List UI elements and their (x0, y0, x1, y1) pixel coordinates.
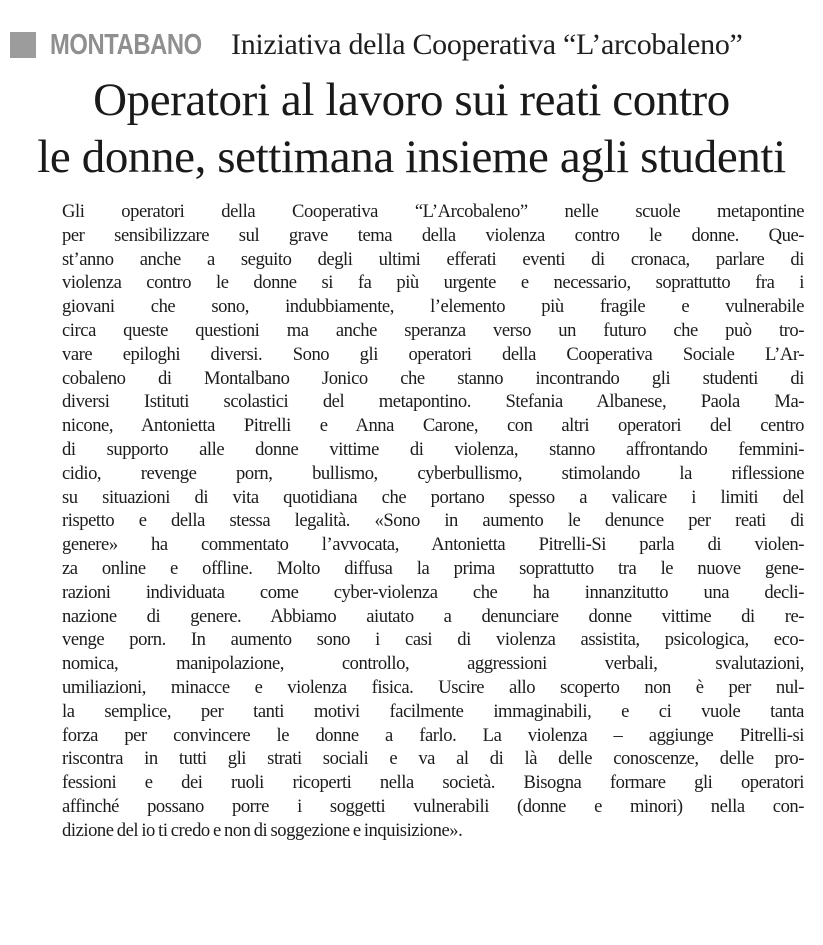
body-line: nazione di genere. Abbiamo aiutato a denunciare donne vittime di re- (62, 605, 804, 627)
article-headline (0, 72, 823, 186)
body-line: diversi Istituti scolastici del metapontino. Stefania Albanese, Paola Ma- (62, 391, 804, 413)
body-line: rispetto e della stessa legalità. «Sono in aumento le denunce per reati di (62, 510, 804, 532)
article-body (62, 200, 804, 843)
body-line: umiliazioni, minacce e violenza fisica. Uscire allo scoperto non è per nul- (62, 676, 804, 698)
body-line: forza per convincere le donne a farlo. La violenza – aggiunge Pitrelli-si (62, 724, 804, 746)
article-kicker (10, 22, 813, 68)
headline-line: Operatori al lavoro sui reati contro (93, 74, 730, 126)
body-line: vare epiloghi diversi. Sono gli operatori della Cooperativa Sociale L’Ar- (62, 343, 804, 365)
headline-line: le donne, settimana insieme agli studenti (37, 131, 786, 183)
body-line: Gli operatori della Cooperativa “L’Arcobaleno” nelle scuole metapontine (62, 201, 804, 222)
body-line: giovani che sono, indubbiamente, l’elemento più fragile e vulnerabile (62, 296, 804, 318)
body-line: venge porn. In aumento sono i casi di violenza assistita, psicologica, eco- (62, 629, 804, 651)
section-square-icon (10, 32, 36, 58)
kicker-subtitle: Iniziativa della Cooperativa “L’arcobaleno” (231, 28, 743, 61)
body-line: cidio, revenge porn, bullismo, cyberbullismo, stimolando la riflessione (62, 462, 804, 484)
kicker-location: MONTABANO (50, 28, 202, 61)
body-line: di supporto alle donne vittime di violenza, stanno affrontando femmini- (62, 438, 804, 460)
body-line: nomica, manipolazione, controllo, aggressioni verbali, svalutazioni, (62, 653, 804, 675)
body-line: genere» ha commentato l’avvocata, Antonietta Pitrelli-Si parla di violen- (62, 534, 804, 556)
body-line: fessioni e dei ruoli ricoperti nella società. Bisogna formare gli operatori (62, 772, 804, 794)
body-line: razioni individuata come cyber-violenza che ha innanzitutto una decli- (62, 581, 804, 603)
body-line: za online e offline. Molto diffusa la prima soprattutto tra le nuove gene- (62, 557, 804, 579)
body-line: dizione del io ti credo e non di soggezione e inquisizione». (62, 819, 463, 841)
body-line: la semplice, per tanti motivi facilmente immaginabili, e ci vuole tanta (62, 700, 804, 722)
body-line: affinché possano porre i soggetti vulnerabili (donne e minori) nella con- (62, 795, 804, 817)
body-line: violenza contro le donne si fa più urgente e necessario, soprattutto fra i (62, 272, 804, 294)
body-line: su situazioni di vita quotidiana che portano spesso a valicare i limiti del (62, 486, 804, 508)
body-line: riscontra in tutti gli strati sociali e va al di là delle conoscenze, delle pro- (62, 748, 804, 770)
body-line: cobaleno di Montalbano Jonico che stanno incontrando gli studenti di (62, 367, 804, 389)
body-line: nicone, Antonietta Pitrelli e Anna Carone, con altri operatori del centro (62, 415, 804, 437)
body-line: per sensibilizzare sul grave tema della violenza contro le donne. Que- (62, 224, 804, 246)
body-line: circa queste questioni ma anche speranza verso un futuro che può tro- (62, 319, 804, 341)
body-line: st’anno anche a seguito degli ultimi efferati eventi di cronaca, parlare di (62, 248, 804, 270)
